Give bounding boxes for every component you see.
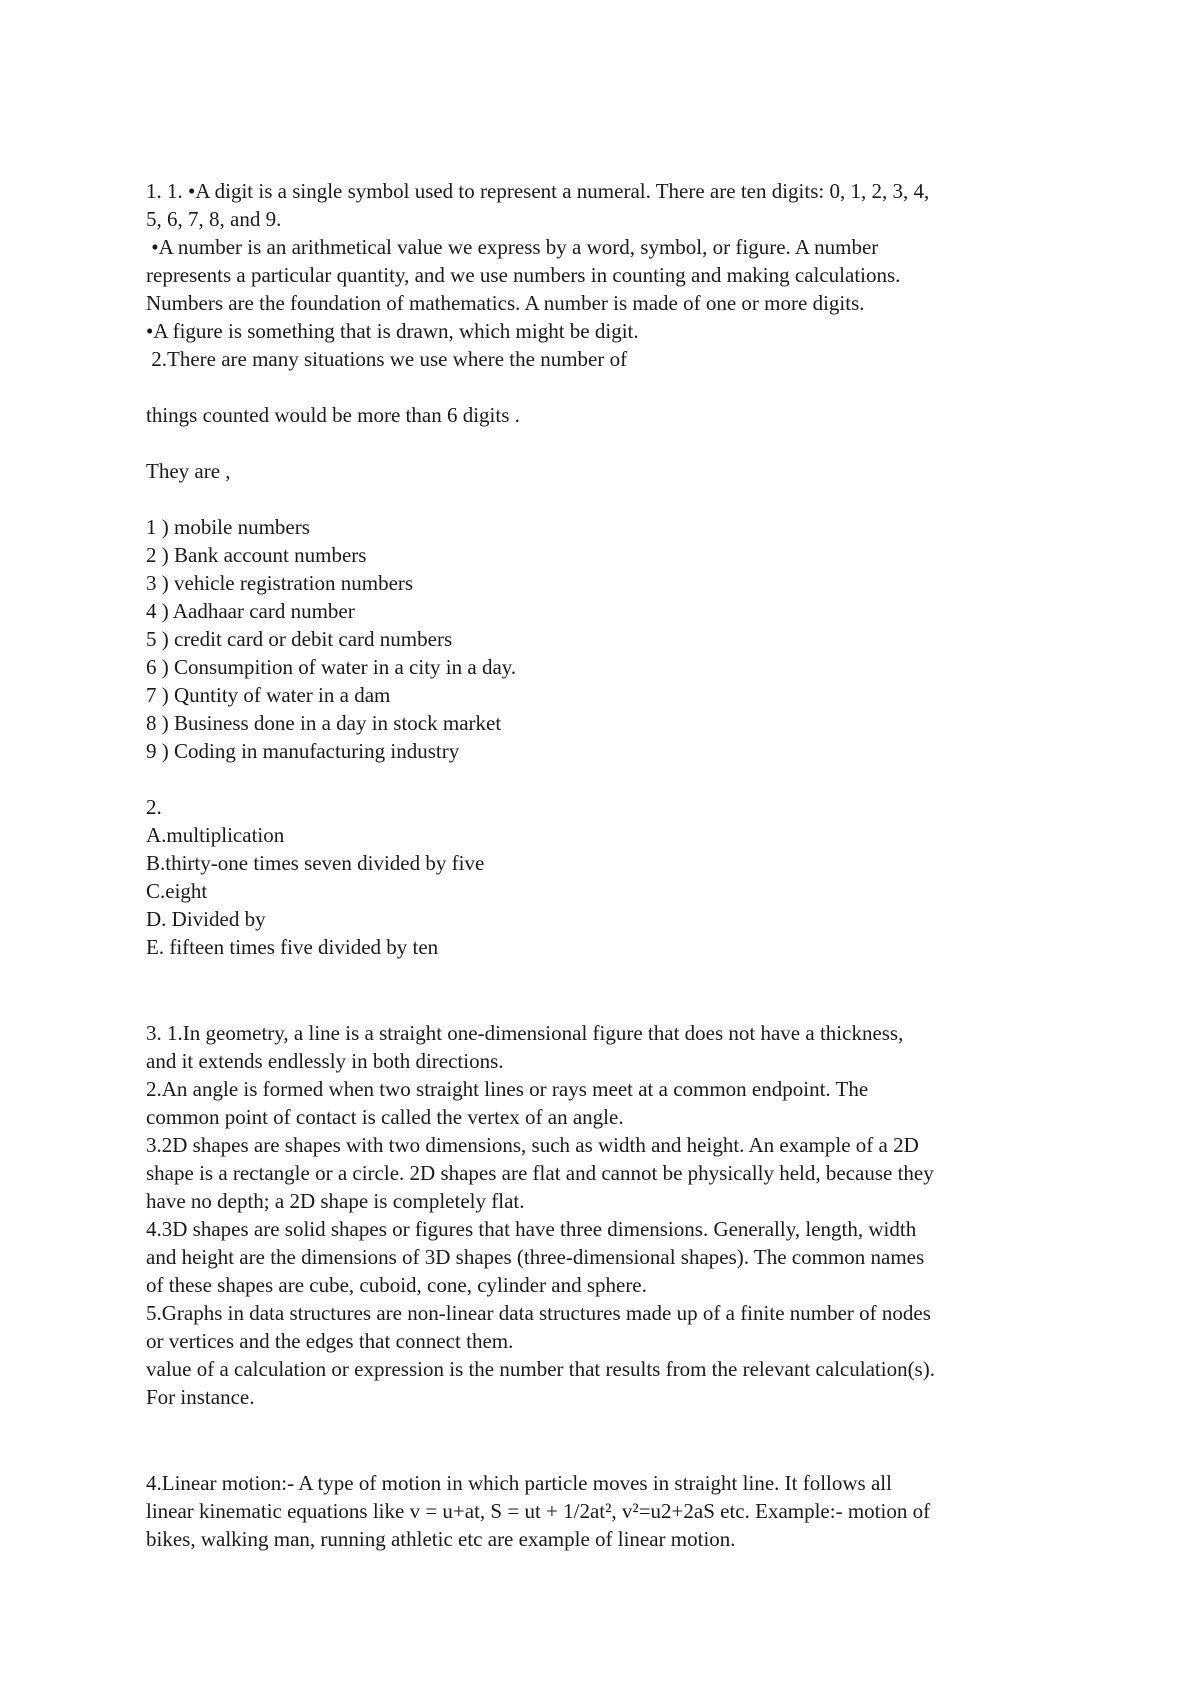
paragraph-line: value of a calculation or expression is the number that results from the relevant calculation(s). bbox=[146, 1357, 935, 1381]
paragraph-line: or vertices and the edges that connect them. bbox=[146, 1329, 514, 1353]
paragraph-line: of these shapes are cube, cuboid, cone, cylinder and sphere. bbox=[146, 1273, 647, 1297]
document-body bbox=[146, 177, 1076, 1553]
list-item: 1 ) mobile numbers bbox=[146, 515, 310, 539]
paragraph-line: A.multiplication bbox=[146, 823, 285, 847]
list-item: 3 ) vehicle registration numbers bbox=[146, 571, 414, 595]
list-item: 8 ) Business done in a day in stock market bbox=[146, 711, 502, 735]
paragraph-line: and height are the dimensions of 3D shapes (three-dimensional shapes). The common names bbox=[146, 1245, 925, 1269]
paragraph-line: 4.Linear motion:- A type of motion in which particle moves in straight line. It follows all bbox=[146, 1471, 892, 1495]
paragraph-line: 3.2D shapes are shapes with two dimensions, such as width and height. An example of a 2D bbox=[146, 1133, 919, 1157]
paragraph-line: shape is a rectangle or a circle. 2D shapes are flat and cannot be physically held, because they bbox=[146, 1161, 934, 1185]
blank-line bbox=[146, 373, 1076, 401]
list-item: 4 ) Aadhaar card number bbox=[146, 599, 355, 623]
paragraph-line: •A figure is something that is drawn, which might be digit. bbox=[146, 319, 639, 343]
list-item: 5 ) credit card or debit card numbers bbox=[146, 627, 453, 651]
paragraph-line: 5, 6, 7, 8, and 9. bbox=[146, 207, 282, 231]
paragraph-line: For instance. bbox=[146, 1385, 255, 1409]
paragraph-line: linear kinematic equations like v = u+at, S = ut + 1/2at², v²=u2+2aS etc. Example:- motion of bbox=[146, 1499, 931, 1523]
numbered-list bbox=[146, 513, 1076, 765]
list-item: 2 ) Bank account numbers bbox=[146, 543, 367, 567]
paragraph-line: have no depth; a 2D shape is completely flat. bbox=[146, 1189, 525, 1213]
blank-line bbox=[146, 961, 1076, 1019]
paragraph-line: things counted would be more than 6 digits . bbox=[146, 403, 520, 427]
paragraph-line: E. fifteen times five divided by ten bbox=[146, 935, 439, 959]
blank-line bbox=[146, 1411, 1076, 1469]
paragraph-line: 2.There are many situations we use where the number of bbox=[146, 347, 628, 371]
paragraph-line: and it extends endlessly in both directions. bbox=[146, 1049, 504, 1073]
paragraph-line: They are , bbox=[146, 459, 231, 483]
section-2 bbox=[146, 793, 1076, 961]
list-item: 9 ) Coding in manufacturing industry bbox=[146, 739, 460, 763]
paragraph-line: D. Divided by bbox=[146, 907, 266, 931]
section-3 bbox=[146, 1019, 1076, 1411]
section-4 bbox=[146, 1469, 1076, 1553]
paragraph-line: 2. bbox=[146, 795, 162, 819]
paragraph-line: 3. 1.In geometry, a line is a straight one-dimensional figure that does not have a thickness, bbox=[146, 1021, 904, 1045]
paragraph-line: represents a particular quantity, and we use numbers in counting and making calculations. bbox=[146, 263, 901, 287]
blank-line bbox=[146, 429, 1076, 457]
paragraph-line: common point of contact is called the vertex of an angle. bbox=[146, 1105, 624, 1129]
list-item: 6 ) Consumpition of water in a city in a day. bbox=[146, 655, 517, 679]
paragraph-line: 5.Graphs in data structures are non-linear data structures made up of a finite number of nodes bbox=[146, 1301, 931, 1325]
paragraph-line: •A number is an arithmetical value we express by a word, symbol, or figure. A number bbox=[146, 235, 879, 259]
blank-line bbox=[146, 485, 1076, 513]
list-item: 7 ) Quntity of water in a dam bbox=[146, 683, 391, 707]
paragraph-line: B.thirty-one times seven divided by five bbox=[146, 851, 485, 875]
section-1 bbox=[146, 177, 1076, 765]
paragraph-line: bikes, walking man, running athletic etc are example of linear motion. bbox=[146, 1527, 736, 1551]
blank-line bbox=[146, 765, 1076, 793]
paragraph-line: 2.An angle is formed when two straight lines or rays meet at a common endpoint. The bbox=[146, 1077, 869, 1101]
paragraph-line: 1. 1. •A digit is a single symbol used to represent a numeral. There are ten digits: 0, 1, 2, 3, 4, bbox=[146, 179, 930, 203]
paragraph-line: 4.3D shapes are solid shapes or figures that have three dimensions. Generally, length, width bbox=[146, 1217, 917, 1241]
paragraph-line: Numbers are the foundation of mathematics. A number is made of one or more digits. bbox=[146, 291, 865, 315]
paragraph-line: C.eight bbox=[146, 879, 208, 903]
